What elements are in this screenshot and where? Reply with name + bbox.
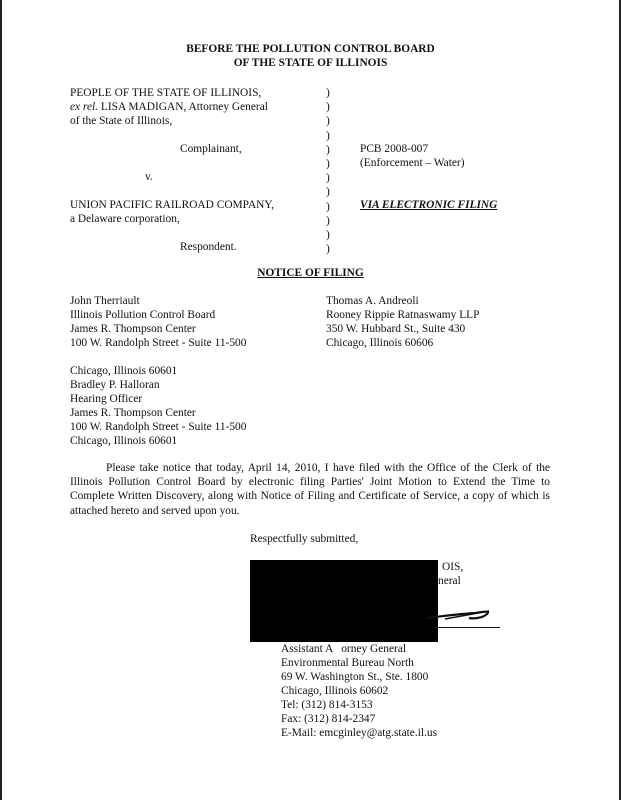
- signature-line-text: Fax: (312) 814-2347: [281, 713, 376, 725]
- caption-parens: [326, 86, 336, 256]
- address-second-line: James R. Thompson Center: [70, 407, 196, 419]
- paren: ): [326, 101, 330, 114]
- body-paragraph: [70, 461, 550, 518]
- scan-border-left: [0, 0, 2, 800]
- signature-fragment-2: neral: [438, 575, 461, 587]
- header-line-2: OF THE STATE OF ILLINOIS: [233, 57, 388, 69]
- address-left-line: James R. Thompson Center: [70, 323, 196, 335]
- plaintiff-line-1: PEOPLE OF THE STATE OF ILLINOIS,: [70, 87, 262, 99]
- attorney-title-part-1: Assistant A: [281, 643, 334, 655]
- case-type: (Enforcement – Water): [360, 157, 465, 169]
- address-left-line: 100 W. Randolph Street - Suite 11-500: [70, 337, 247, 349]
- paren: ): [326, 158, 330, 171]
- body-paragraph-text: Please take notice that today, April 14, 2010, I have filed with the Office of the Clerk of the Illinois Pollution Control Board by electronic filing Parties' Joint Motion to Extend the Time to Complete Written Discovery, along with Notice of Filing and Certificate of Service, a copy of which is attached hereto and served upon you.: [70, 462, 550, 517]
- complainant-label: Complainant,: [180, 143, 242, 155]
- attorney-title: [281, 642, 406, 656]
- address-second-line: Bradley P. Halloran: [70, 379, 160, 391]
- plaintiff-line-2-rest: LISA MADIGAN, Attorney General: [98, 101, 268, 113]
- address-right-line: Rooney Rippie Ratnaswamy LLP: [326, 309, 480, 321]
- plaintiff-line-3: of the State of Illinois,: [70, 115, 173, 127]
- paren: ): [326, 87, 330, 99]
- address-second-line: 100 W. Randolph Street - Suite 11-500: [70, 421, 247, 433]
- attorney-title-part-2: orney General: [341, 643, 407, 655]
- closing: Respectfully submitted,: [250, 533, 359, 545]
- paren: ): [326, 115, 330, 128]
- address-second-line: Chicago, Illinois 60601: [70, 365, 178, 377]
- signature-line-text: Environmental Bureau North: [281, 657, 414, 669]
- signature-line-text: Chicago, Illinois 60602: [281, 685, 389, 697]
- redaction-box: [250, 560, 438, 642]
- defendant-line-2: a Delaware corporation,: [70, 213, 180, 225]
- address-left-line: Illinois Pollution Control Board: [70, 309, 216, 321]
- respondent-label: Respondent.: [180, 241, 237, 253]
- paren: ): [326, 229, 330, 242]
- paren: ): [326, 186, 330, 199]
- paren: ): [326, 214, 330, 227]
- signature-scribble: [425, 604, 505, 628]
- paren: ): [326, 143, 330, 156]
- address-right-line: 350 W. Hubbard St., Suite 430: [326, 323, 466, 335]
- header-line-1: BEFORE THE POLLUTION CONTROL BOARD: [186, 43, 435, 55]
- paren: ): [326, 243, 330, 256]
- address-second-line: Chicago, Illinois 60601: [70, 435, 178, 447]
- signature-line: [436, 627, 500, 628]
- signature-line-text: 69 W. Washington St., Ste. 1800: [281, 671, 429, 683]
- address-right-line: Thomas A. Andreoli: [326, 295, 419, 307]
- paren: ): [326, 172, 330, 185]
- signature-fragment-1: OIS,: [442, 561, 464, 573]
- filing-method: VIA ELECTRONIC FILING: [360, 199, 498, 211]
- ex-rel: ex rel.: [70, 101, 99, 113]
- paren: ): [326, 129, 330, 142]
- address-left-line: John Therriault: [70, 295, 140, 307]
- notice-title: NOTICE OF FILING: [257, 267, 364, 279]
- case-number: PCB 2008-007: [360, 143, 429, 155]
- plaintiff-line-2: [70, 100, 268, 114]
- address-second-line: Hearing Officer: [70, 393, 143, 405]
- signature-line-text: E-Mail: emcginley@atg.state.il.us: [281, 727, 437, 739]
- defendant-line-1: UNION PACIFIC RAILROAD COMPANY,: [70, 199, 275, 211]
- versus-label: v.: [145, 171, 153, 183]
- paren: ): [326, 200, 330, 213]
- address-right-line: Chicago, Illinois 60606: [326, 337, 434, 349]
- signature-line-text: Tel: (312) 814-3153: [281, 699, 373, 711]
